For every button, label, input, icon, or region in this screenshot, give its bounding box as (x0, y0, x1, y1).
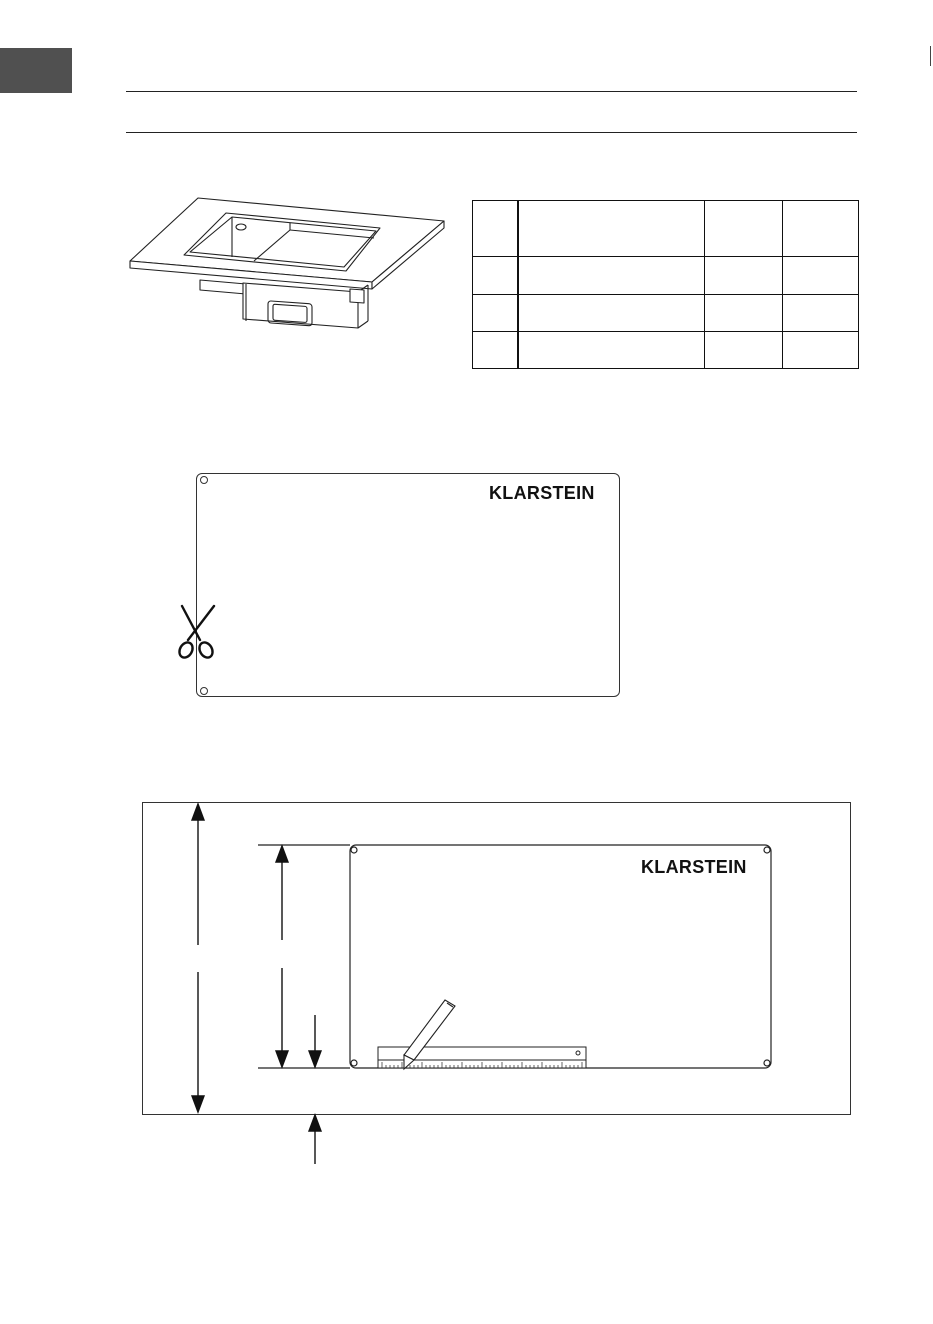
brand-logo: KLARSTEIN (641, 857, 747, 877)
dimension-arrow-icon (276, 846, 288, 1067)
mount-hole (764, 847, 770, 853)
dimension-arrow-icon (309, 1015, 321, 1067)
mount-hole (764, 1060, 770, 1066)
dimension-arrow-icon (309, 1115, 321, 1164)
dimension-arrow-icon (192, 804, 204, 1112)
mount-hole (351, 1060, 357, 1066)
template-outline (350, 845, 771, 1068)
mount-hole (351, 847, 357, 853)
brand-logo: KLARSTEIN (489, 483, 595, 503)
